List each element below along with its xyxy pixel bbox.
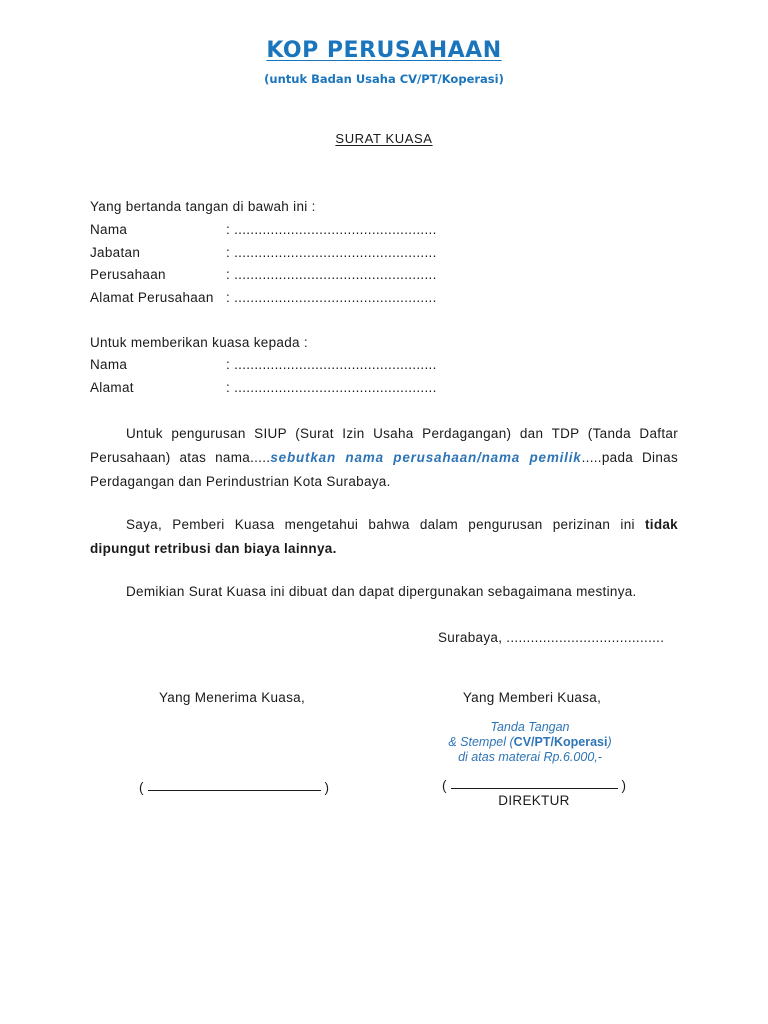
no-fee-statement: tidak dipungut retribusi dan biaya lainnya. — [90, 517, 678, 556]
grantee-name-label: Nama — [90, 357, 128, 372]
grantee-address-value: : .................................................. — [226, 380, 437, 395]
grantor-signature-label: Yang Memberi Kuasa, — [462, 690, 602, 705]
paragraph-closing: Demikian Surat Kuasa ini dibuat dan dapat dipergunakan sebagaimana mestinya. — [126, 584, 637, 599]
grantee-intro: Untuk memberikan kuasa kepada : — [90, 335, 308, 350]
grantor-company-label: Perusahaan — [90, 267, 166, 282]
letterhead-subtitle: (untuk Badan Usaha CV/PT/Koperasi) — [264, 72, 504, 86]
grantor-address-label: Alamat Perusahaan — [90, 290, 214, 305]
signature-note-line1: Tanda Tangan — [490, 720, 570, 734]
grantor-company-value: : .................................................. — [226, 267, 437, 282]
grantor-name-label: Nama — [90, 222, 128, 237]
paragraph-purpose: Untuk pengurusan SIUP (Surat Izin Usaha Perdagangan) dan TDP (Tanda Daftar Perusahaan) atas nama.....sebutkan nama perusahaan/nama pemilik.....pada Dinas Perdagangan dan Perindustrian Kota Surabaya. — [90, 426, 678, 489]
grantee-address-label: Alamat — [90, 380, 134, 395]
grantor-position-label: Jabatan — [90, 245, 141, 260]
grantor-signature-line: ( ) — [442, 778, 626, 793]
place-date: Surabaya, ....................................... — [438, 630, 665, 645]
director-title: DIREKTUR — [498, 793, 570, 808]
grantor-name-value: : .................................................. — [226, 222, 437, 237]
placeholder-company-name: sebutkan nama perusahaan/nama pemilik — [270, 450, 582, 465]
grantee-signature-label: Yang Menerima Kuasa, — [158, 690, 306, 705]
grantor-position-value: : .................................................. — [226, 245, 437, 260]
document-title: SURAT KUASA — [335, 131, 433, 146]
grantor-intro: Yang bertanda tangan di bawah ini : — [90, 199, 316, 214]
paragraph-no-fee: Saya, Pemberi Kuasa mengetahui bahwa dalam pengurusan perizinan ini tidak dipungut retribusi dan biaya lainnya. — [90, 517, 678, 556]
signature-note-line3: di atas materai Rp.6.000,- — [458, 750, 602, 764]
grantee-name-value: : .................................................. — [226, 357, 437, 372]
grantee-signature-line: ( ) — [139, 780, 329, 795]
letterhead-title: KOP PERUSAHAAN — [266, 38, 502, 63]
grantor-address-value: : .................................................. — [226, 290, 437, 305]
signature-note-line2: & Stempel (CV/PT/Koperasi) — [448, 735, 612, 749]
